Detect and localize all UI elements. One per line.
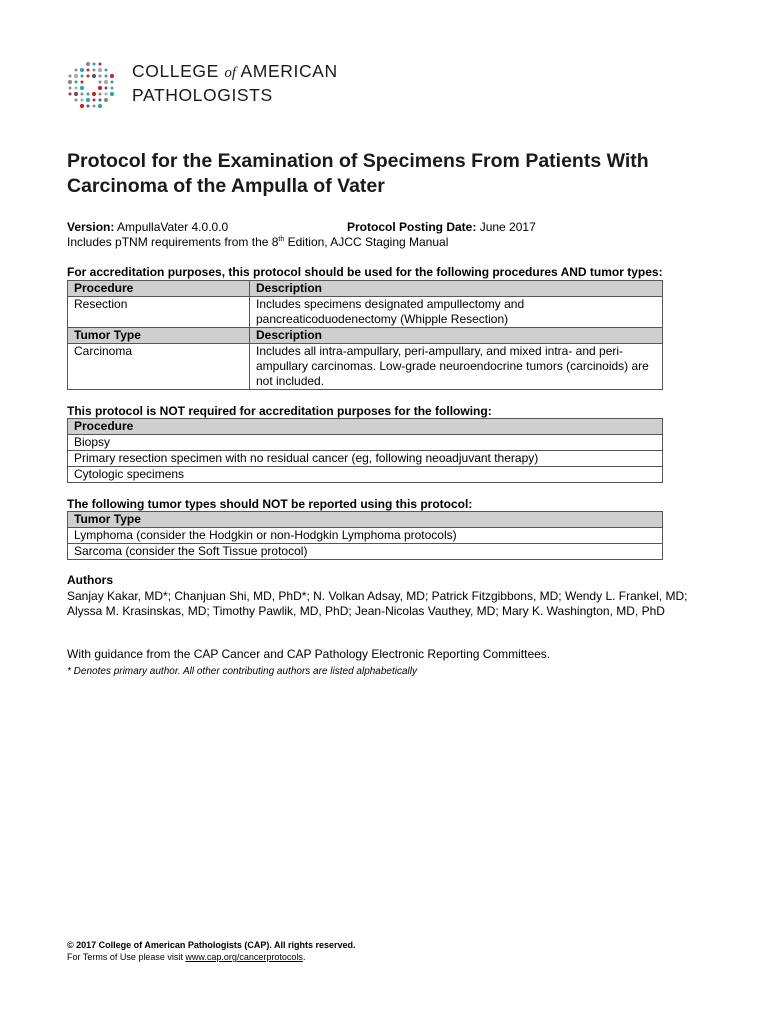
logo-dot [99,93,102,96]
logo-dot [111,81,114,84]
logo-dot [69,93,72,96]
logo-dot [74,74,78,78]
terms-of-use: For Terms of Use please visit www.cap.org/cancerprotocols. [67,952,306,962]
accreditation-table [67,280,663,390]
table-row [68,451,663,467]
logo-dot [75,69,78,72]
cap-logo [66,60,366,110]
table-row [68,467,663,483]
logo-dot [75,99,78,102]
authors-list: Sanjay Kakar, MD*; Chanjuan Shi, MD, PhD*; N. Volkan Adsay, MD; Patrick Fitzgibbons, MD; Wendy L. Frankel, MD; Alyssa M. Krasinskas, MD; Timothy Pawlik, MD, PhD; Jean-Nicolas Vauthey, MD; Mary K. Washington, MD, PhD [67,588,688,618]
table-row [68,435,663,451]
ptnm-note: Includes pTNM requirements from the 8th Edition, AJCC Staging Manual [67,235,449,249]
logo-dot [80,86,84,90]
logo-dot [86,98,90,102]
table-cell: Lymphoma (consider the Hodgkin or non-Hodgkin Lymphoma protocols) [68,528,663,544]
table-header-row [68,512,663,528]
version-info: Version: AmpullaVater 4.0.0.0 [67,220,229,234]
logo-dot [105,87,108,90]
table-header-row [68,328,663,344]
logo-dot [99,99,102,102]
logo-dot [105,93,108,96]
logo-dot [81,81,84,84]
accreditation-heading: For accreditation purposes, this protocol should be used for the following procedures AND tumor types: [67,265,663,279]
logo-dot [110,74,114,78]
logo-dot [80,104,84,108]
protocol-meta [67,220,707,250]
logo-dot [105,69,108,72]
logo-dot [74,92,78,96]
logo-dot [69,87,72,90]
logo-dot [93,63,96,66]
org-name: COLLEGE of AMERICAN PATHOLOGISTS [132,61,338,105]
logo-dot [87,93,90,96]
dot-cluster-logo-icon [66,60,118,112]
copyright: © 2017 College of American Pathologists (CAP). All rights reserved. [67,940,356,950]
document-title: Protocol for the Examination of Specimens From Patients With Carcinoma of the Ampulla of Vater [67,150,649,197]
logo-dot [104,98,108,102]
logo-dot [98,86,102,90]
table-cell: Resection [68,297,250,328]
logo-dot [87,69,90,72]
table-cell: Procedure [68,419,663,435]
logo-dot [80,68,84,72]
table-row [68,297,663,328]
logo-dot [68,80,72,84]
logo-dot [86,62,90,66]
logo-dot [110,92,114,96]
table-cell: Tumor Type [68,512,663,528]
table-header-row [68,419,663,435]
authors-heading: Authors [67,573,113,587]
table-header-row [68,281,663,297]
logo-dot [98,68,102,72]
table-cell: Description [250,328,663,344]
logo-dot [104,80,108,84]
logo-dot [75,87,78,90]
table-cell: Carcinoma [68,344,250,390]
logo-dot [87,75,90,78]
table-cell: Primary resection specimen with no residual cancer (eg, following neoadjuvant therapy) [68,451,663,467]
not-required-table [67,418,663,483]
table-cell: Cytologic specimens [68,467,663,483]
logo-dot [92,74,96,78]
logo-dot [99,81,102,84]
table-cell: Tumor Type [68,328,250,344]
authors-section [67,573,697,620]
logo-dot [111,87,114,90]
logo-dot [93,105,96,108]
table-row [68,528,663,544]
logo-dot [69,75,72,78]
guidance-note: With guidance from the CAP Cancer and CAP Pathology Electronic Reporting Committees. [67,647,551,661]
logo-dot [98,104,102,108]
table-cell: Includes all intra-ampullary, peri-ampullary, and mixed intra- and peri-ampullary carcinomas. Low-grade neuroendocrine tumors (carcinoids) are not included. [250,344,663,390]
primary-author-note: * Denotes primary author. All other contributing authors are listed alphabetically [67,666,417,677]
logo-dot [87,105,90,108]
page-footer [67,939,356,963]
logo-dot [93,69,96,72]
table-cell: Sarcoma (consider the Soft Tissue protocol) [68,544,663,560]
logo-dot [99,63,102,66]
table-cell: Includes specimens designated ampullectomy and pancreaticoduodenectomy (Whipple Resection) [250,297,663,328]
logo-dot [81,75,84,78]
not-required-heading: This protocol is NOT required for accreditation purposes for the following: [67,404,492,418]
table-cell: Description [250,281,663,297]
logo-dot [105,75,108,78]
logo-dot [99,75,102,78]
table-row [68,344,663,390]
logo-dot [81,99,84,102]
table-row [68,544,663,560]
not-reported-table [67,511,663,560]
logo-dot [75,81,78,84]
table-cell: Biopsy [68,435,663,451]
logo-dot [81,93,84,96]
table-cell: Procedure [68,281,250,297]
logo-dot [93,99,96,102]
terms-link[interactable]: www.cap.org/cancerprotocols [185,952,303,962]
not-reported-heading: The following tumor types should NOT be reported using this protocol: [67,497,473,511]
posting-date: Protocol Posting Date: June 2017 [347,220,536,234]
logo-dot [92,92,96,96]
